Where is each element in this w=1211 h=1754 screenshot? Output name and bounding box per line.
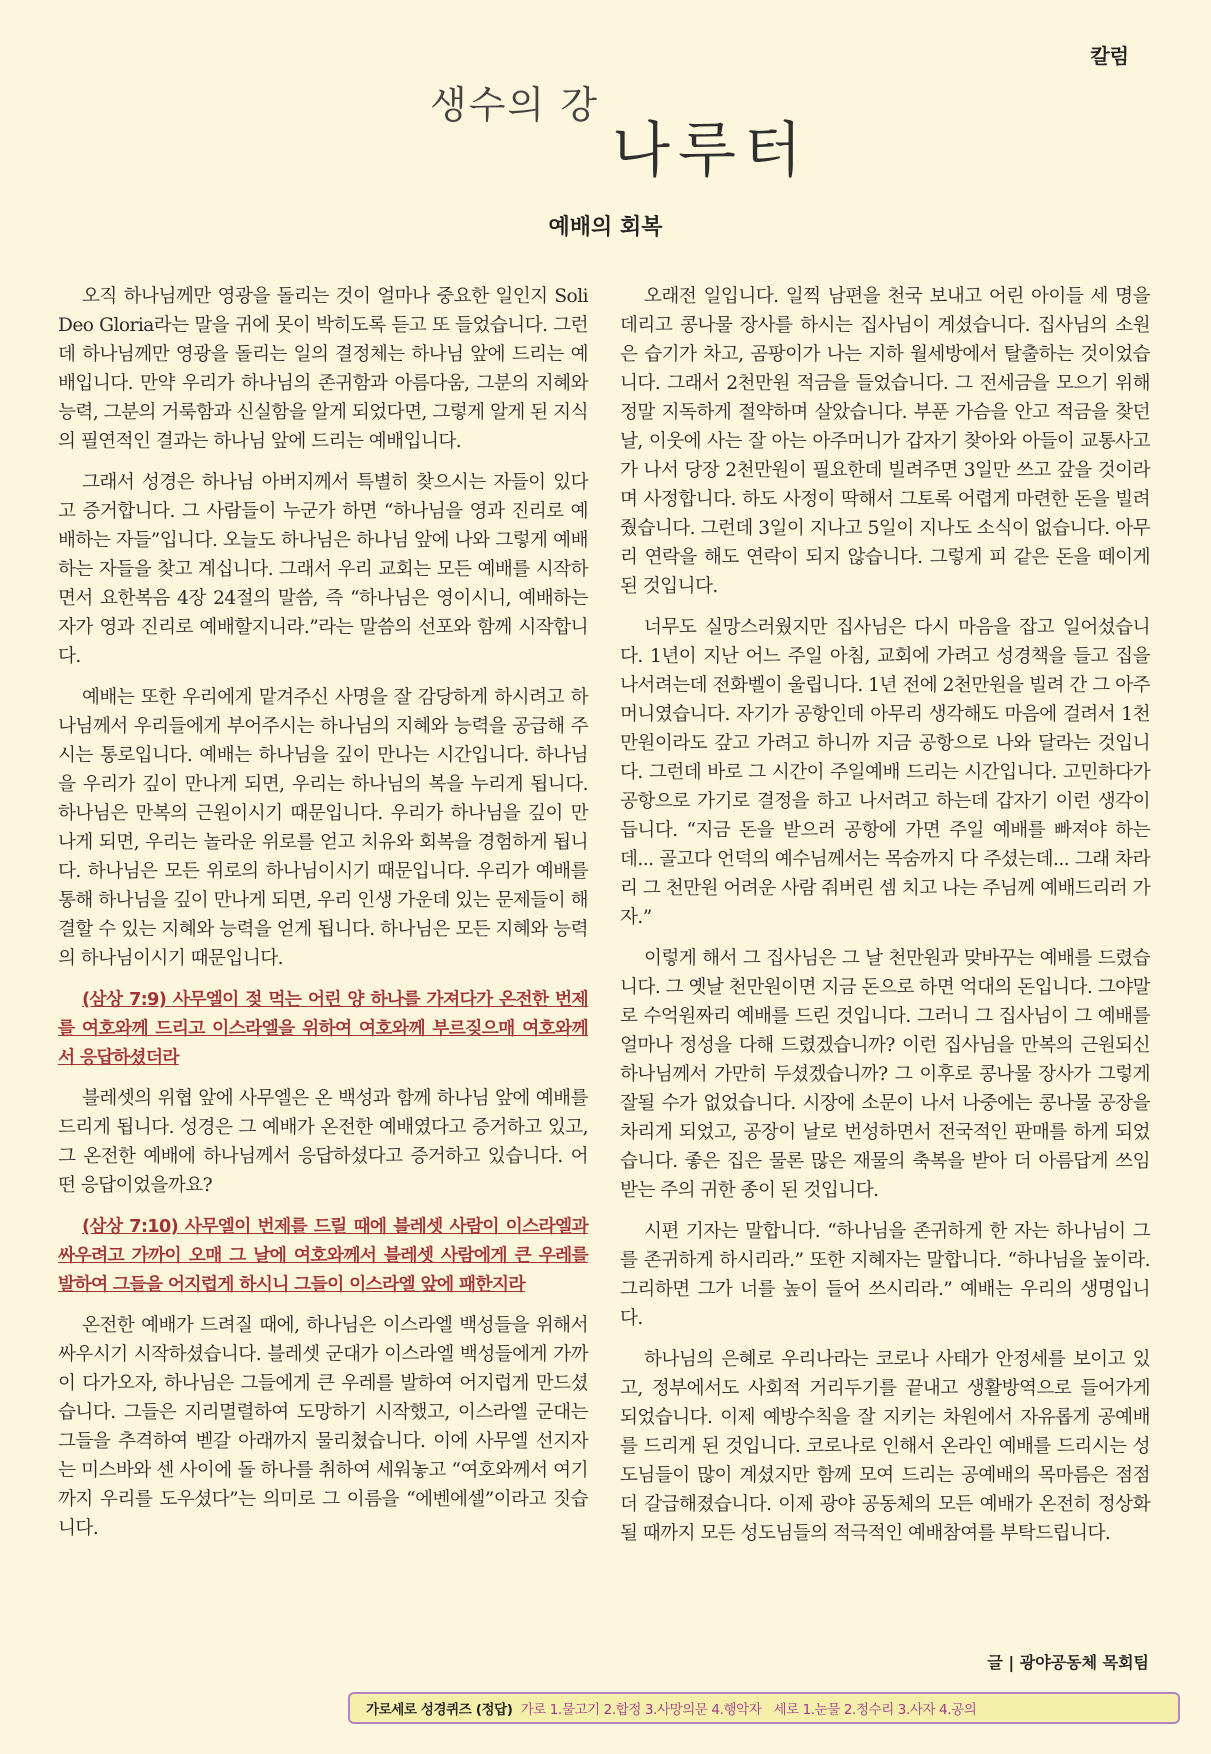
paragraph: 하나님의 은혜로 우리나라는 코로나 사태가 안정세를 보이고 있고, 정부에서도 사회적 거리두기를 끝내고 생활방역으로 들어가게 되었습니다. 이제 예방수칙을 잘 지키는 차원에서 자유롭게 공예배를 드리게 된 것입니다. 코로나로 인해서 온라인 예배를 드리시는 성도님들이 많이 계셨지만 함께 모여 드리는 공예배의 목마름은 점점 더 갈급해졌습니다. 이제 광야 공동체의 모든 예배가 온전히 정상화 될 때까지 모든 성도님들의 적극적인 예배참여를 부탁드립니다.: [620, 1349, 1150, 1544]
paragraph: 예배는 또한 우리에게 맡겨주신 사명을 잘 감당하게 하시려고 하나님께서 우리들에게 부어주시는 하나님의 지혜와 능력을 공급해 주시는 통로입니다. 예배는 하나님을 깊이 만나는 시간입니다. 하나님을 우리가 깊이 만나게 되면, 우리는 하나님의 복을 누리게 됩니다. 하나님은 만복의 근원이시기 때문입니다. 우리가 하나님을 깊이 만나게 되면, 우리는 놀라운 위로를 얻고 치유와 회복을 경험하게 됩니다. 하나님은 모든 위로의 하나님이시기 때문입니다. 우리가 예배를 통해 하나님을 깊이 만나게 되면, 우리 인생 가운데 있는 문제들이 해결할 수 있는 지혜와 능력을 얻게 됩니다. 하나님은 모든 지혜와 능력의 하나님이시기 때문입니다.: [58, 687, 588, 969]
byline: 글 | 광야공동체 목회팀: [987, 1653, 1149, 1672]
scripture-text: (삼상 7:10) 사무엘이 번제를 드릴 때에 블레셋 사람이 이스라엘과 싸우려고 가까이 오매 그 날에 여호와께서 블레셋 사람에게 큰 우레를 발하여 그들을 어지럽게 하시니 그들이 이스라엘 앞에 패한지라: [58, 1216, 588, 1295]
quiz-down-answers: 세로 1.눈물 2.정수리 3.사자 4.공의: [773, 1702, 977, 1718]
right-column: [620, 282, 1150, 1560]
masthead-title: 나루터: [612, 116, 810, 186]
paragraph: 너무도 실망스러웠지만 집사님은 다시 마음을 잡고 일어섰습니다. 1년이 지난 어느 주일 아침, 교회에 가려고 성경책을 들고 집을 나서려는데 전화벨이 울립니다. 1년 전에 2천만원을 빌려 간 그 아주머니였습니다. 자기가 공항인데 아무리 생각해도 마음에 걸려서 1천만원이라도 갚고 가려고 하니까 지금 공항으로 나와 달라는 것입니다. 그런데 바로 그 시간이 주일예배 드리는 시간입니다. 고민하다가 공항으로 가기로 결정을 하고 나서려고 하는데 갑자기 이런 생각이 듭니다. “지금 돈을 받으러 공항에 가면 주일 예배를 빠져야 하는데... 골고다 언덕의 예수님께서는 목숨까지 다 주셨는데... 그래 차라리 그 천만원 어려운 사람 줘버린 셈 치고 나는 주님께 예배드리러 가자.”: [620, 617, 1150, 928]
paragraph: 시편 기자는 말합니다. “하나님을 존귀하게 한 자는 하나님이 그를 존귀하게 하시리라.” 또한 지혜자는 말합니다. “하나님을 높이라. 그리하면 그가 너를 높이 들어 쓰시리라.” 예배는 우리의 생명입니다.: [620, 1221, 1150, 1329]
quiz-label: 가로세로 성경퀴즈 (정답): [366, 1702, 513, 1718]
article-title: 예배의 회복: [548, 215, 663, 240]
paragraph: 온전한 예배가 드려질 때에, 하나님은 이스라엘 백성들을 위해서 싸우시기 시작하셨습니다. 블레셋 군대가 이스라엘 백성들에게 가까이 다가오자, 하나님은 그들에게 큰 우레를 발하여 어지럽게 만드셨습니다. 그들은 지리멸렬하여 도망하기 시작했고, 이스라엘 군대는 그들을 추격하여 벧갈 아래까지 물리쳤습니다. 이에 사무엘 선지자는 미스바와 센 사이에 돌 하나를 취하여 세워놓고 “여호와께서 여기까지 우리를 도우셨다”는 의미로 그 이름을 “에벤에셀”이라고 짓습니다.: [58, 1315, 588, 1539]
left-column: [58, 282, 588, 1555]
masthead-subtitle: 생수의 강: [430, 83, 599, 127]
scripture-quote: [58, 1212, 588, 1299]
paragraph: 그래서 성경은 하나님 아버지께서 특별히 찾으시는 자들이 있다고 증거합니다. 그 사람들이 누군가 하면 “하나님을 영과 진리로 예배하는 자들”입니다. 오늘도 하나님은 하나님 앞에 나와 그렇게 예배하는 자들을 찾고 계십니다. 그래서 우리 교회는 모든 예배를 시작하면서 요한복음 4장 24절의 말씀, 즉 “하나님은 영이시니, 예배하는 자가 영과 진리로 예배할지니라.”라는 말씀의 선포와 함께 시작합니다.: [58, 472, 588, 667]
scripture-quote: [58, 985, 588, 1072]
category-label: 칼럼: [1090, 44, 1129, 68]
quiz-across-answers: 가로 1.물고기 2.합정 3.사망의문 4.행악자: [520, 1702, 762, 1718]
paragraph: 블레셋의 위협 앞에 사무엘은 온 백성과 함께 하나님 앞에 예배를 드리게 됩니다. 성경은 그 예배가 온전한 예배였다고 증거하고 있고, 그 온전한 예배에 하나님께서 응답하셨다고 증거하고 있습니다. 어떤 응답이었을까요?: [58, 1088, 588, 1196]
paragraph: 오직 하나님께만 영광을 돌리는 것이 얼마나 중요한 일인지 Soli Deo Gloria라는 말을 귀에 못이 박히도록 듣고 또 들었습니다. 그런데 하나님께만 영광을 돌리는 일의 결정체는 하나님 앞에 드리는 예배입니다. 만약 우리가 하나님의 존귀함과 아름다움, 그분의 지혜와 능력, 그분의 거룩함과 신실함을 알게 되었다면, 그렇게 알게 된 지식의 필연적인 결과는 하나님 앞에 드리는 예배입니다.: [58, 286, 588, 452]
bible-quiz-answers: [348, 1692, 1180, 1724]
scripture-text: (삼상 7:9) 사무엘이 젖 먹는 어린 양 하나를 가져다가 온전한 번제를 여호와께 드리고 이스라엘을 위하여 여호와께 부르짖으매 여호와께서 응답하셨더라: [58, 989, 588, 1068]
paragraph: 이렇게 해서 그 집사님은 그 날 천만원과 맞바꾸는 예배를 드렸습니다. 그 옛날 천만원이면 지금 돈으로 하면 억대의 돈입니다. 그야말로 수억원짜리 예배를 드린 것입니다. 그러니 그 집사님이 그 예배를 얼마나 정성을 다해 드렸겠습니까? 이런 집사님을 만복의 근원되신 하나님께서 가만히 두셨겠습니까? 그 이후로 콩나물 장사가 그렇게 잘될 수가 없었습니다. 시장에 소문이 나서 나중에는 콩나물 공장을 차리게 되었고, 공장이 날로 번성하면서 전국적인 판매를 하게 되었습니다. 좋은 집은 물론 많은 재물의 축복을 받아 더 아름답게 쓰임 받는 주의 귀한 종이 된 것입니다.: [620, 948, 1150, 1201]
paragraph: 오래전 일입니다. 일찍 남편을 천국 보내고 어린 아이들 세 명을 데리고 콩나물 장사를 하시는 집사님이 계셨습니다. 집사님의 소원은 습기가 차고, 곰팡이가 나는 지하 월세방에서 탈출하는 것이었습니다. 그래서 2천만원 적금을 들었습니다. 그 전세금을 모으기 위해 정말 지독하게 절약하며 살았습니다. 부푼 가슴을 안고 적금을 찾던 날, 이웃에 사는 잘 아는 아주머니가 갑자기 찾아와 아들이 교통사고가 나서 당장 2천만원이 필요한데 빌려주면 3일만 쓰고 갚을 것이라며 사정합니다. 하도 사정이 딱해서 그토록 어렵게 마련한 돈을 빌려줬습니다. 그런데 3일이 지나고 5일이 지나도 소식이 없습니다. 아무리 연락을 해도 연락이 되지 않습니다. 그렇게 피 같은 돈을 떼이게 된 것입니다.: [620, 286, 1150, 597]
